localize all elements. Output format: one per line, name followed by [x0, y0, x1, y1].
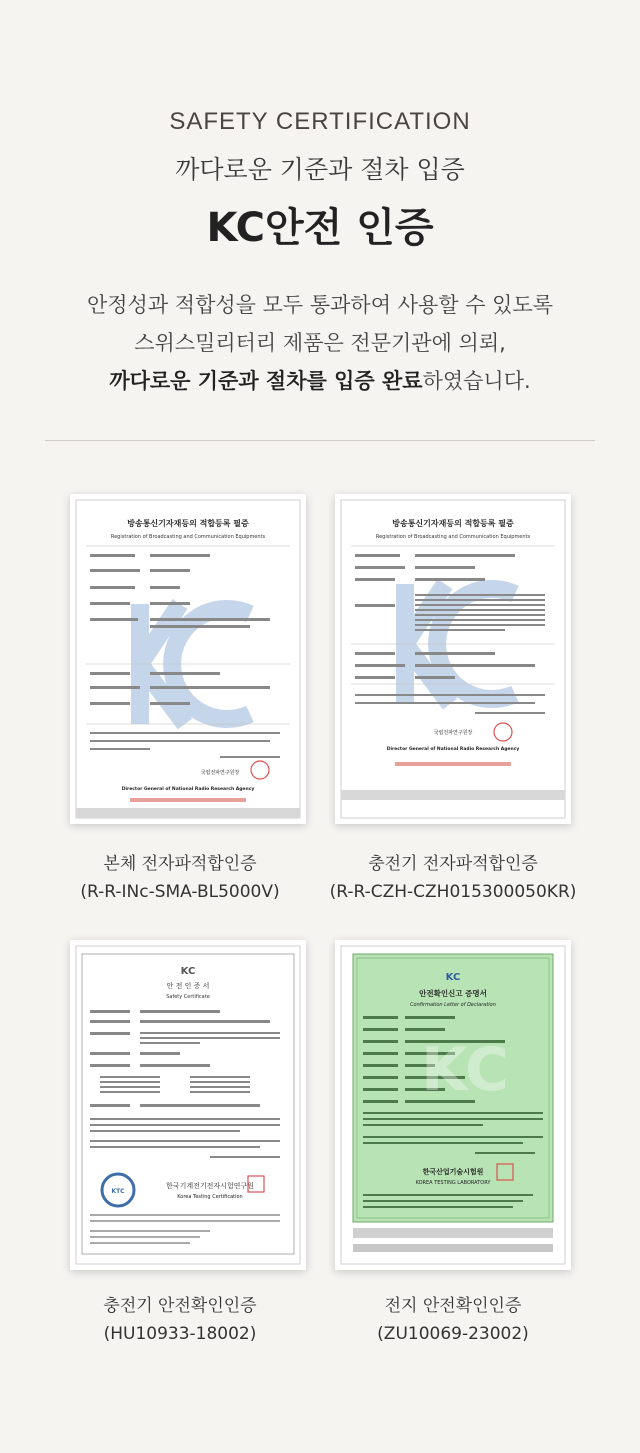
doc-subtitle: Safety Certificate [166, 994, 210, 1000]
section-title: KC안전 인증 [206, 205, 434, 251]
svg-text:KC: KC [180, 966, 196, 977]
certificate-image-charger-emc [335, 494, 571, 824]
certificate-caption-3 [30, 1292, 330, 1348]
certificate-code: (HU10933-18002) [103, 1324, 257, 1344]
certificate-code: (R-R-INc-SMA-BL5000V) [80, 882, 280, 902]
doc-agency-en: Director General of National Radio Research Agency [386, 747, 520, 752]
certificate-document [70, 940, 306, 1270]
description-tail: 하였습니다. [422, 369, 531, 393]
section-description [0, 286, 640, 400]
certificate-name: 충전기 안전확인인증 [103, 1296, 257, 1316]
svg-text:KC: KC [421, 1035, 509, 1105]
svg-text:KTC: KTC [111, 1188, 125, 1195]
doc-agency: 한국기계전기전자시험연구원 [166, 1182, 254, 1190]
certificate-document [335, 494, 571, 824]
doc-agency-en: KOREA TESTING LABORATORY [415, 1180, 491, 1186]
doc-title: 방송통신기자재등의 적합등록 필증 [392, 519, 514, 528]
description-line-1: 안정성과 적합성을 모두 통과하여 사용할 수 있도록 [86, 293, 554, 317]
description-highlight: 까다로운 기준과 절차를 입증 완료 [109, 369, 423, 393]
certificate-name: 충전기 전자파적합인증 [368, 854, 538, 874]
doc-title: 안 전 인 증 서 [166, 982, 210, 990]
doc-agency-en: Director General of National Radio Research Agency [121, 787, 255, 792]
description-line-3 [0, 362, 640, 400]
divider [45, 440, 595, 441]
certificate-caption-4 [303, 1292, 603, 1348]
certificate-code: (R-R-CZH-CZH015300050KR) [329, 882, 577, 902]
certificate-image-charger-safety [70, 940, 306, 1270]
doc-title: 안전확인신고 증명서 [419, 989, 487, 998]
doc-agency: 국립전파연구원장 [433, 730, 473, 736]
certificate-name: 본체 전자파적합인증 [103, 854, 257, 874]
certificate-code: (ZU10069-23002) [377, 1324, 529, 1344]
certificate-document [70, 494, 306, 824]
certificate-caption-1 [30, 850, 330, 906]
section-subtitle: 까다로운 기준과 절차 입증 [175, 155, 465, 184]
description-line-2: 스위스밀리터리 제품은 전문기관에 의뢰, [134, 331, 506, 355]
doc-title: 방송통신기자재등의 적합등록 필증 [127, 519, 249, 528]
doc-agency-en: Korea Testing Certification [177, 1194, 243, 1200]
certificate-image-body-emc [70, 494, 306, 824]
doc-subtitle: Registration of Broadcasting and Communication Equipments [375, 534, 531, 540]
doc-agency: 국립전파연구원장 [200, 770, 240, 776]
certificate-document [335, 940, 571, 1270]
doc-subtitle: Confirmation Letter of Declaration [410, 1002, 496, 1008]
certificate-caption-2 [303, 850, 603, 906]
certificate-name: 전지 안전확인인증 [384, 1296, 522, 1316]
svg-text:KC: KC [445, 972, 461, 983]
certificate-image-battery-safety [335, 940, 571, 1270]
section-eyebrow: SAFETY CERTIFICATION [169, 108, 471, 135]
doc-subtitle: Registration of Broadcasting and Communication Equipments [110, 534, 266, 540]
doc-agency: 한국산업기술시험원 [422, 1168, 484, 1176]
